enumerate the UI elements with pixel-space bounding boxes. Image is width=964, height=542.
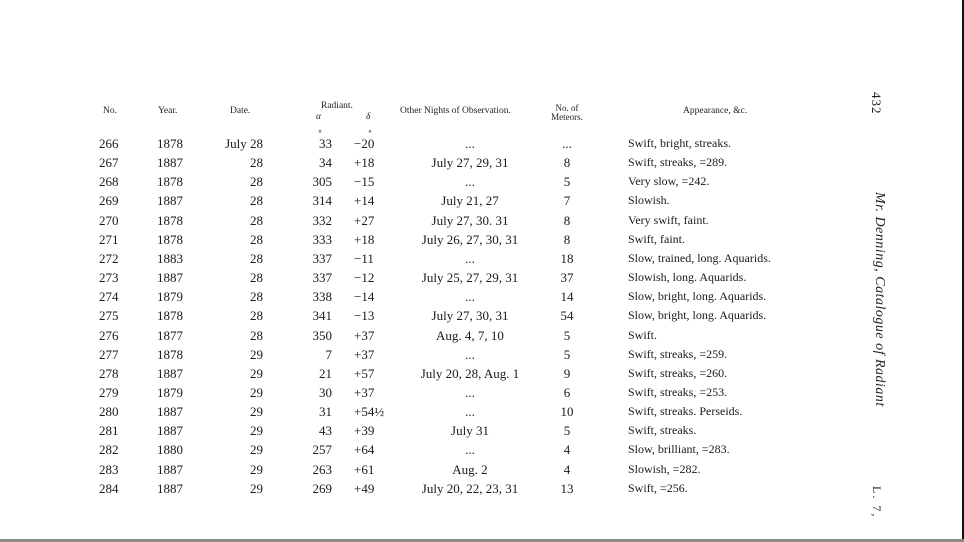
row-appearance: Swift, streaks, =259. [628,346,728,361]
row-appearance: Swift, bright, streaks. [628,136,731,150]
header-no: No. [103,106,117,116]
row-other-nights: Aug. 4, 7, 10 [436,327,504,343]
row-declination: +39 [354,423,375,439]
row-year: 1878 [157,346,183,362]
row-year: 1878 [157,308,183,324]
row-meteor-count: ... [562,136,572,151]
row-number: 268 [99,174,119,190]
row-year: 1883 [157,250,183,266]
row-right-ascension: 269 [312,480,332,496]
row-year: 1878 [157,212,183,228]
row-date: 28 [250,193,263,209]
row-number: 271 [99,231,119,247]
row-number: 275 [99,308,119,324]
row-declination: +14 [354,193,375,209]
row-declination: +64 [354,442,375,458]
table-row [0,423,860,442]
row-number: 280 [99,404,119,420]
row-number: 281 [99,423,119,439]
row-meteor-count: 8 [563,231,571,247]
row-date: 29 [250,442,263,458]
row-appearance: Slow, brilliant, =283. [628,442,730,457]
row-number: 270 [99,212,119,228]
row-date: 29 [250,404,263,420]
row-meteor-count: 5 [563,327,571,343]
row-meteor-count: 14 [560,289,574,305]
row-meteor-count: 10 [560,404,574,420]
row-meteor-count: 5 [563,346,571,362]
row-other-nights: July 20, 28, Aug. 1 [420,365,520,381]
row-date: 29 [250,384,263,400]
row-appearance: Very slow, =242. [628,174,710,189]
header-other-nights: Other Nights of Observation. [400,106,511,116]
row-right-ascension: 333 [312,231,332,247]
row-appearance: Swift, faint. [628,231,685,246]
row-year: 1887 [157,270,183,286]
header-delta: δ [366,112,371,122]
row-year: 1887 [157,155,183,171]
row-meteor-count: 5 [563,423,571,439]
row-date: 29 [250,480,263,496]
row-meteor-count: 18 [560,250,574,266]
row-declination: +37 [354,346,375,362]
row-declination: +18 [354,231,375,247]
row-number: 277 [99,346,119,362]
row-appearance: Swift, streaks, =253. [628,384,728,399]
table-row [0,174,860,193]
row-right-ascension: 43 [319,423,332,439]
row-other-nights: July 27, 29, 31 [431,155,509,171]
header-meteors-line2: Meteors. [551,112,583,122]
row-other-nights: ... [465,289,475,305]
row-meteor-count: 6 [563,384,571,400]
row-other-nights: July 21, 27 [441,193,499,209]
row-date: 28 [250,250,263,266]
row-date: July 28 [225,136,263,151]
row-year: 1878 [157,231,183,247]
row-right-ascension: 337 [312,250,332,266]
row-appearance: Swift, streaks. [628,423,697,438]
page-number: 432 [869,92,884,115]
table-row [0,366,860,385]
row-year: 1887 [157,480,183,496]
row-appearance: Very swift, faint. [628,212,709,227]
row-date: 28 [250,308,263,324]
row-meteor-count: 8 [563,212,571,228]
table-row [0,385,860,404]
row-year: 1880 [157,442,183,458]
row-other-nights: ... [465,384,475,400]
row-appearance: Slow, bright, long. Aquarids. [628,289,767,304]
table-row [0,481,860,500]
row-number: 267 [99,155,119,171]
row-declination: +61 [354,461,375,477]
row-other-nights: ... [465,404,475,420]
running-title: Mr. Denning, Catalogue of Radiant [872,192,887,407]
row-year: 1878 [157,174,183,190]
row-meteor-count: 5 [563,174,571,190]
table-row [0,193,860,212]
row-declination: +37 [354,384,375,400]
row-meteor-count: 8 [563,155,571,171]
row-date: 28 [250,174,263,190]
table-row [0,270,860,289]
table-row [0,442,860,461]
row-date: 29 [250,365,263,381]
row-other-nights: July 27, 30, 31 [431,308,509,324]
row-declination: +18 [354,155,375,171]
row-date: 29 [250,423,263,439]
row-right-ascension: 21 [319,365,332,381]
row-appearance: Swift, streaks, =260. [628,365,728,380]
row-declination: +57 [354,365,375,381]
row-declination: −20 [354,136,375,151]
row-right-ascension: 257 [312,442,332,458]
row-right-ascension: 337 [312,270,332,286]
header-appearance: Appearance, &c. [683,106,748,116]
row-right-ascension: 338 [312,289,332,305]
row-declination: −12 [354,270,375,286]
row-right-ascension: 332 [312,212,332,228]
row-meteor-count: 9 [563,365,571,381]
row-number: 278 [99,365,119,381]
row-right-ascension: 31 [319,404,332,420]
table-row [0,462,860,481]
row-declination: −11 [354,250,374,266]
row-number: 276 [99,327,119,343]
row-right-ascension: 33 [319,136,332,151]
table-row [0,136,860,155]
row-declination: −13 [354,308,375,324]
row-appearance: Swift, streaks. Perseids. [628,404,743,419]
row-right-ascension: 34 [319,155,332,171]
degree-mark-alpha: ° [318,129,322,138]
row-other-nights: July 27, 30. 31 [431,212,509,228]
row-appearance: Slowish, long. Aquarids. [628,270,747,285]
row-declination: −15 [354,174,375,190]
row-appearance: Swift. [628,327,658,342]
table-row [0,155,860,174]
table-row [0,251,860,270]
row-appearance: Slow, bright, long. Aquarids. [628,308,767,323]
header-meteors-line1: No. of [555,103,579,113]
row-right-ascension: 263 [312,461,332,477]
row-year: 1879 [157,384,183,400]
row-other-nights: ... [465,346,475,362]
row-year: 1887 [157,193,183,209]
row-meteor-count: 4 [563,461,571,477]
row-number: 269 [99,193,119,209]
row-number: 273 [99,270,119,286]
row-declination: +54½ [354,404,385,420]
table-row [0,232,860,251]
row-appearance: Swift, streaks, =289. [628,155,728,170]
row-meteor-count: 54 [560,308,574,324]
table-row [0,328,860,347]
row-date: 29 [250,461,263,477]
row-number: 282 [99,442,119,458]
row-right-ascension: 7 [325,346,332,362]
row-meteor-count: 37 [560,270,574,286]
row-year: 1887 [157,404,183,420]
row-number: 283 [99,461,119,477]
row-date: 28 [250,327,263,343]
row-year: 1877 [157,327,183,343]
row-year: 1887 [157,365,183,381]
row-other-nights: ... [465,174,475,190]
row-number: 266 [99,136,119,151]
row-other-nights: ... [465,250,475,266]
row-year: 1887 [157,461,183,477]
header-meteors [545,104,589,122]
row-other-nights: ... [465,442,475,458]
row-appearance: Slowish, =282. [628,461,701,476]
volume-marker: L. 7, [870,486,884,519]
row-date: 29 [250,346,263,362]
row-other-nights: July 25, 27, 29, 31 [421,270,519,286]
table-row [0,347,860,366]
row-other-nights: July 26, 27, 30, 31 [421,231,519,247]
row-year: 1887 [157,423,183,439]
row-right-ascension: 341 [312,308,332,324]
row-number: 279 [99,384,119,400]
row-meteor-count: 7 [563,193,571,209]
row-meteor-count: 4 [563,442,571,458]
row-declination: +27 [354,212,375,228]
table-row [0,308,860,327]
header-radiant: Radiant. [321,101,353,111]
row-date: 28 [250,289,263,305]
row-number: 272 [99,250,119,266]
row-appearance: Swift, =256. [628,480,688,495]
degree-mark-delta: ° [368,129,372,138]
table-row [0,289,860,308]
row-other-nights: July 20, 22, 23, 31 [421,480,519,496]
row-number: 274 [99,289,119,305]
row-other-nights: July 31 [451,423,489,439]
table-row [0,404,860,423]
row-date: 28 [250,212,263,228]
row-declination: −14 [354,289,375,305]
row-meteor-count: 13 [560,480,574,496]
header-year: Year. [158,106,178,116]
row-appearance: Slowish. [628,193,670,208]
row-declination: +49 [354,480,375,496]
row-other-nights: ... [465,136,475,151]
row-date: 28 [250,155,263,171]
row-right-ascension: 30 [319,384,332,400]
row-date: 28 [250,231,263,247]
row-right-ascension: 305 [312,174,332,190]
header-alpha: α [316,112,321,122]
row-declination: +37 [354,327,375,343]
row-number: 284 [99,480,119,496]
row-right-ascension: 314 [312,193,332,209]
row-other-nights: Aug. 2 [452,461,488,477]
row-date: 28 [250,270,263,286]
row-year: 1879 [157,289,183,305]
row-right-ascension: 350 [312,327,332,343]
row-year: 1878 [157,136,183,151]
header-date: Date. [230,106,251,116]
row-appearance: Slow, trained, long. Aquarids. [628,250,771,265]
table-row [0,213,860,232]
